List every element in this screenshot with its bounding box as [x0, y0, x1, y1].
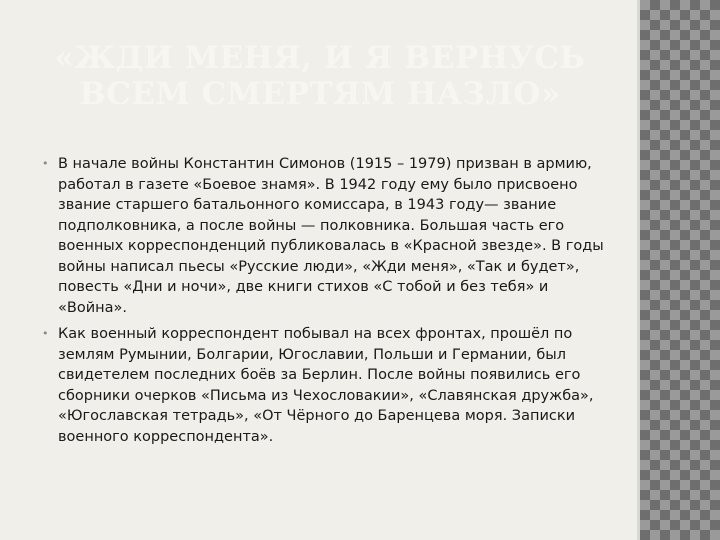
slide-title: «ЖДИ МЕНЯ, И Я ВЕРНУСЬ ВСЕМ СМЕРТЯМ НАЗЛО»: [54, 40, 586, 112]
decorative-pattern-strip: [640, 0, 720, 540]
bullet-text: В начале войны Константин Симонов (1915 – 1979) призван в армию, работал в газете «Боевое знамя». В 1942 году ему было присвоено звание старшего батальонного комиссара, в 1943 году— звание подполковника, а после войны — полковника. Большая часть его военных корреспонденций публиковалась в «Красной звезде». В годы войны написал пьесы «Русские люди», «Жди меня», «Так и будет», повесть «Дни и ночи», две книги стихов «С тобой и без тебя» и «Война».: [58, 156, 604, 316]
bullet-item: [42, 154, 612, 318]
bullet-text: Как военный корреспондент побывал на всех фронтах, прошёл по землям Румынии, Болгарии, Югославии, Польши и Германии, был свидетелем последних боёв за Берлин. После войны появились его сборники очерков «Письма из Чехословакии», «Славянская дружба», «Югославская тетрадь», «От Чёрного до Баренцева моря. Записки военного корреспондента».: [58, 326, 594, 445]
bullet-item: [42, 324, 612, 447]
bullet-list: [42, 154, 612, 453]
bullet-icon: •: [42, 157, 49, 170]
bullet-icon: •: [42, 327, 49, 340]
